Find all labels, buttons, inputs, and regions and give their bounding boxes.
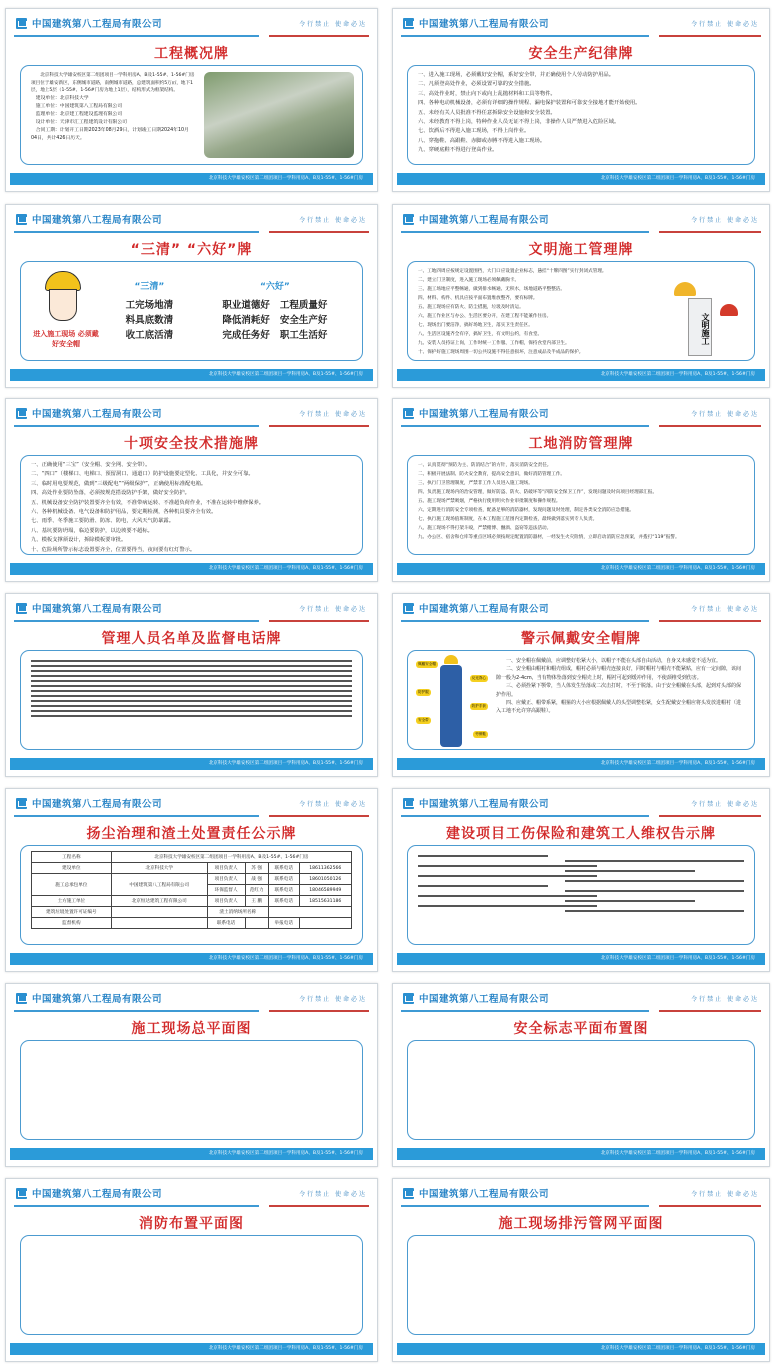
panel-title: 扬尘治理和渣土处置责任公示牌 [86,826,297,842]
footer-bar: 北京科技大学雄安校区第二组团项目一学科用房A、B及1-55#、1-56#门房 [10,563,373,575]
list-item: 一、认真贯彻“预防为主、防消结合”的方针，落实消防安全责任。 [418,463,552,468]
panel-header [403,1185,759,1201]
panel-header [16,15,367,31]
table-cell: 18046589949 [299,885,351,896]
company-logo-icon [403,993,414,1004]
table-line [565,870,695,872]
overview-line: 合同工期：计划开工日期2023年08月29日，计划竣工日期2024年10月04日，共计426日历天。 [31,127,189,141]
panel-header [403,211,759,227]
sign-panel [5,204,378,388]
slogan: 令行禁止 使命必达 [299,410,367,418]
helmet-text [496,657,744,716]
table-cell: 联系电话 [268,896,299,907]
red-divider [659,231,761,233]
content-box [20,1040,363,1140]
table-cell: 战 强 [245,874,268,885]
uniform-body [440,665,462,747]
liuhao-item: 降低消耗好 [222,315,270,326]
civilized-construction-illustration [666,280,744,360]
liuhao-item: 工程质量好 [279,300,328,311]
list [418,461,744,542]
table-cell: 举报电话 [268,918,299,929]
red-divider [269,1205,369,1207]
table-line [31,680,352,682]
slogan: 令行禁止 使命必达 [691,20,759,28]
sign-panel [392,788,770,972]
table-cell: 项目负责人 [207,863,245,874]
list-item: 五、未经有关人员批准不得任意拆除安全设施和安全装置。 [418,109,556,116]
list-item: 六、未经教育不得上岗，特种作业人员无证不得上岗，非操作人员严禁进入危险区域。 [418,119,620,126]
list-item: 五、施工现场严禁吸烟，严格执行使用明火作业审批制度和操作规程。 [418,499,561,504]
list-item: 三、施工场地应平整畅通，做到排水畅通、无积水，场地道路平整整洁。 [418,287,566,292]
table-line [31,665,352,667]
list-item: 一、进入施工现场，必须戴好安全帽，系好安全带，并正确使用个人劳动防护用品。 [418,72,614,78]
red-divider [269,231,369,233]
table-row [32,852,352,863]
company-logo-icon [16,993,27,1004]
content-box [407,845,755,945]
panel-header [16,405,367,421]
panel-header [403,405,759,421]
company-name: 中国建筑第八工程局有限公司 [419,799,550,810]
list-item: 五、施工现场应有防火、防尘措施，垃圾及时清运。 [418,305,524,310]
blue-divider [401,815,649,817]
table-cell: 施工总承包单位 [32,874,112,896]
blue-divider [14,425,259,427]
content-box [407,455,755,555]
list-item: 二、积极开展法制、防火安全教育，提高安全意识，做好消防管理工作。 [418,472,566,477]
helmet-paragraph: 三、必须拴紧下颚带，当人体发生坠落或二次击打时，不至于脱落。由于安全帽戴在头部，起到对头部的保护作用。 [496,683,742,698]
sign-panel [392,983,770,1167]
list-item: 二、“四口”（楼梯口、电梯口、预留洞口、通道口）防护设施要定型化、工具化，并安全可靠。 [31,471,254,478]
helmet-paragraph: 一、安全帽在佩戴前，应调整好松紧大小，以帽子不能在头部自由活动，自身又未感觉不适为宜。 [506,658,722,664]
callout-label: 劳保鞋 [475,732,486,736]
panel-header [403,600,759,616]
panel-title: 工地消防管理牌 [528,436,634,452]
overview-line: 施工单位：中国建筑第八工程局有限公司 [35,103,123,109]
content-box [20,1235,363,1335]
red-divider [269,1010,369,1012]
blue-divider [401,1010,649,1012]
sign-panel [5,983,378,1167]
red-divider [659,1010,761,1012]
table-line [31,705,352,707]
sanqing-item: 收工底活清 [125,330,174,341]
company-logo-icon [403,214,414,225]
list-item: 三、高处作业时，禁止向下或向上乱抛材料和工具等物件。 [418,90,556,97]
slogan: 令行禁止 使命必达 [299,1190,367,1198]
sign-panel [392,204,770,388]
worker-portrait [31,267,101,355]
placeholder-table [31,657,352,743]
scroll-sign: 文明施工 [688,298,712,356]
panel-title: 建设项目工伤保险和建筑工人维权告示牌 [446,826,716,842]
table-line [31,710,352,712]
overview-line: 设计单位：天津市汇工程建筑设计有限公司 [35,119,127,125]
panel-title: 警示佩戴安全帽牌 [521,631,641,647]
table-cell [299,918,351,929]
table-cell: 项目负责人 [207,874,245,885]
placeholder-table [418,852,744,938]
table-cell: 18601050126 [299,874,351,885]
table-line [31,690,352,692]
table-cell: 18611362566 [299,863,351,874]
liuhao-column [222,279,327,343]
table-cell: 北京科技大学雄安校区第二组团项目一学科用房A、B及1-55#、1-56#门房 [111,852,351,863]
content-box [20,455,363,555]
company-name: 中国建筑第八工程局有限公司 [419,215,550,226]
panel-title: “三清” “六好”牌 [130,242,253,258]
footer-bar: 北京科技大学雄安校区第二组团项目一学科用房A、B及1-55#、1-56#门房 [397,369,765,381]
panel-header [403,990,759,1006]
table-line [31,700,352,702]
helmet-icon [444,655,458,664]
red-divider [659,35,761,37]
company-name: 中国建筑第八工程局有限公司 [419,19,550,30]
table-line [31,660,352,662]
red-divider [269,425,369,427]
company-name: 中国建筑第八工程局有限公司 [419,604,550,615]
table-line [418,905,597,907]
table-cell: 苏 强 [245,863,268,874]
content-box [20,261,363,361]
list-item: 四、负责施工现场内的治安管理，做好防盗、防火、防破坏等“四防安全保卫工作”，发现问题及时向项目经理部汇报。 [418,490,658,495]
footer-bar: 北京科技大学雄安校区第二组团项目一学科用房A、B及1-55#、1-56#门房 [10,953,373,965]
slogan: 令行禁止 使命必达 [691,410,759,418]
company-logo-icon [16,798,27,809]
sign-panel [5,1178,378,1362]
slogan: 令行禁止 使命必达 [299,800,367,808]
table-line [31,715,352,717]
slogan: 令行禁止 使命必达 [691,1190,759,1198]
slogan: 令行禁止 使命必达 [299,995,367,1003]
blue-divider [401,620,649,622]
table-cell: 监督机构 [32,918,112,929]
table-cell: 北京科技大学 [111,863,207,874]
liuhao-grid [222,298,327,343]
footer-bar: 北京科技大学雄安校区第二组团项目一学科用房A、B及1-55#、1-56#门房 [397,1148,765,1160]
table-line [565,890,744,892]
table-row [32,918,352,929]
list-item: 四、各种电动机械设备，必须有详细的操作规程、漏电保护装置和可靠安全接地才能开始使用。 [418,100,641,107]
table-line [565,900,695,902]
footer-bar: 北京科技大学雄安校区第二组团项目一学科用房A、B及1-55#、1-56#门房 [397,173,765,185]
table-line [565,880,744,882]
list-item: 六、施工作业区与办公、生活区要分开，在建工程不能兼作住房。 [418,314,552,319]
list-item: 六、定期进行消防安全专项检查，配备足够的消防器材，发现问题及时处理，制定各类安全消防应急措施。 [418,508,634,513]
panel-title: 安全生产纪律牌 [528,46,634,62]
slogan: 令行禁止 使命必达 [299,605,367,613]
company-name: 中国建筑第八工程局有限公司 [32,1189,163,1200]
slogan: 令行禁止 使命必达 [691,800,759,808]
footer-bar: 北京科技大学雄安校区第二组团项目一学科用房A、B及1-55#、1-56#门房 [397,563,765,575]
list-item: 一、工地四周应按规定设置围挡，大门口应设置企业标志，悬挂“十牌四图”实行封闭式管理。 [418,269,607,274]
slogan: 令行禁止 使命必达 [299,20,367,28]
list-item: 五、机械设备安全防护装置要齐全有效，不准带病运转、不准超负荷作业，不准在运转中维修保养。 [31,499,265,506]
overview-line: 建设单位：北京科技大学 [35,95,89,101]
panel-title: 管理人员名单及监督电话牌 [101,631,282,647]
red-divider [659,815,761,817]
table-line [31,670,352,672]
list [31,461,352,555]
table-line [31,685,352,687]
content-box [407,261,755,361]
table-cell [111,907,207,918]
overview-text [31,72,195,143]
sign-panel [392,398,770,582]
company-name: 中国建筑第八工程局有限公司 [32,215,163,226]
panel-header [16,211,367,227]
content-box [20,650,363,750]
panel-title: 施工现场排污管网平面图 [498,1216,664,1232]
panel-header [16,600,367,616]
table-line [31,695,352,697]
list [418,267,653,357]
warning-slogan: 进入施工现场 必须戴好安全帽 [33,330,99,348]
overview-line: 监理单位：北京建工程建设监理有限公司 [35,111,123,117]
company-logo-icon [403,798,414,809]
blue-divider [401,425,649,427]
company-name: 中国建筑第八工程局有限公司 [32,409,163,420]
company-logo-icon [403,603,414,614]
list-item: 九、办公区、宿舍和仓库等重点区域必须按规定配置消防器材，一经发生火灾险情，立即启动消防应急预案，并拨打“119”报警。 [418,535,680,540]
table-row [32,863,352,874]
blue-divider [14,35,259,37]
table-cell: 王 鹏 [245,896,268,907]
table-line [418,895,597,897]
content-box [20,845,363,945]
table-cell: 建设单位 [32,863,112,874]
footer-bar: 北京科技大学雄安校区第二组团项目一学科用房A、B及1-55#、1-56#门房 [397,758,765,770]
callout-label: 防护手套 [471,704,486,708]
sign-panel [392,593,770,777]
sanqing-item: 料具底数清 [125,315,174,326]
helmet-paragraph: 四、应戴正、帽带系紧，帽箍的大小应根据佩戴人的头型调整松紧，女生配戴安全帽应将头发放进帽衬（进入工地不允许穿高跟鞋）。 [496,700,742,715]
panel-title: 消防布置平面图 [139,1216,244,1232]
table-line [565,910,744,912]
table-cell: 环保监督人 [207,885,245,896]
sign-panel [392,8,770,192]
callout-label: 反光背心 [471,676,486,680]
footer-bar: 北京科技大学雄安校区第二组团项目一学科用房A、B及1-55#、1-56#门房 [10,1148,373,1160]
blue-divider [401,1205,649,1207]
sign-panel [5,788,378,972]
company-name: 中国建筑第八工程局有限公司 [419,1189,550,1200]
list-item: 二、凡须登高处作业，必须设置可靠的安全措施。 [418,81,535,88]
project-rendering-image [204,72,354,158]
company-logo-icon [403,1188,414,1199]
blue-divider [14,815,259,817]
company-name: 中国建筑第八工程局有限公司 [419,409,550,420]
footer-bar: 北京科技大学雄安校区第二组团项目一学科用房A、B及1-55#、1-56#门房 [397,1343,765,1355]
company-logo-icon [403,18,414,29]
list-item: 二、建立门卫制度，进入施工现场必须佩戴胸卡。 [418,278,520,283]
overview-line: 北京科技大学雄安校区第二组团项目一学科用房A、B及1-55#、1-56#门房项目位于雄安新区，东侧城市道路，南侧城市道路，总建筑面积约5万㎡，地下1层，地上5层（1-55#、1-56#门房为地上1层），结构形式为框架结构。 [31,73,195,94]
table-line [418,865,597,867]
list-item: 四、材料、构件、机具应按平面布置堆放整齐，要有标牌。 [418,296,538,301]
company-logo-icon [16,1188,27,1199]
list-item: 七、执行施工现场值班制度，在本工程施工范围内定期检查，最终做到落实到专人负责。 [418,517,598,522]
table-cell: 工程名称 [32,852,112,863]
table-cell: 中国建筑第八工程局有限公司 [111,874,207,896]
sanqing-liuhao [31,267,352,355]
slogan: 令行禁止 使命必达 [691,605,759,613]
panel-header [16,795,367,811]
panel-header [16,1185,367,1201]
company-name: 中国建筑第八工程局有限公司 [32,604,163,615]
list-item: 八、生活区设施齐全有序，搞好卫生，有文明公约，有食堂。 [418,332,543,337]
list-item: 七、现场出门要洁净，搞好场地卫生，落实卫生责任区。 [418,323,533,328]
table-cell [245,918,268,929]
liuhao-item: 安全生产好 [279,315,328,326]
sign-panel [5,8,378,192]
blue-divider [14,1010,259,1012]
list-item: 八、基坑要防坍塌，临边要防护，以边坡要不超标。 [31,527,153,534]
liuhao-item: 职业道德好 [222,300,270,311]
table-line [31,675,352,677]
slogan: 令行禁止 使命必达 [691,995,759,1003]
list-item: 九、模板支撑须设计，拆除模板要审批。 [31,537,127,544]
company-name: 中国建筑第八工程局有限公司 [32,994,163,1005]
table-cell: 联系电话 [268,885,299,896]
red-divider [269,35,369,37]
slogan: 令行禁止 使命必达 [299,216,367,224]
liuhao-item: 完成任务好 [222,330,270,341]
list [418,71,744,156]
table-cell: 18515631186 [299,896,351,907]
content-box [407,650,755,750]
panel-header [403,15,759,31]
panel-title: 施工现场总平面图 [131,1021,252,1037]
table-row [32,896,352,907]
liuhao-heading: “六好” [259,282,290,292]
list-item: 十、危险场所警示标志设置要齐全，位置要得当，夜间要有红灯警示。 [31,546,196,553]
panel-header [16,990,367,1006]
company-logo-icon [403,408,414,419]
content-box [20,65,363,165]
worker-yellow-helmet-icon [674,282,696,296]
red-divider [269,620,369,622]
responsibility-table [31,851,352,929]
footer-bar: 北京科技大学雄安校区第二组团项目一学科用房A、B及1-55#、1-56#门房 [10,1343,373,1355]
sanqing-item: 工完场地清 [125,300,174,311]
sign-panel [5,593,378,777]
table-cell: 范红力 [245,885,268,896]
blue-divider [401,231,649,233]
company-logo-icon [16,18,27,29]
blue-divider [14,1205,259,1207]
callout-label: 安全带 [418,718,429,722]
table-line [565,860,744,862]
red-divider [659,1205,761,1207]
company-logo-icon [16,408,27,419]
table-cell: 土方施工单位 [32,896,112,907]
content-box [407,1040,755,1140]
table-cell: 联系电话 [207,918,245,929]
panel-header [403,795,759,811]
table-line [418,855,548,857]
panel-title: 文明施工管理牌 [528,242,634,258]
company-logo-icon [16,603,27,614]
table-cell: 项目负责人 [207,896,245,907]
list-item: 九、穿硬底鞋不得进行登高作业。 [418,147,498,154]
footer-bar: 北京科技大学雄安校区第二组团项目一学科用房A、B及1-55#、1-56#门房 [10,758,373,770]
footer-bar: 北京科技大学雄安校区第二组团项目一学科用房A、B及1-55#、1-56#门房 [10,173,373,185]
columns [101,279,352,343]
table-cell: 渣土消纳场所名称 [207,907,268,918]
table-cell: 北京恒达建筑工程有限公司 [111,896,207,907]
sign-panel [5,398,378,582]
table-line [418,875,597,877]
table-cell: 联系电话 [268,874,299,885]
liuhao-item: 职工生活好 [279,330,328,341]
panel-title: 十项安全技术措施牌 [124,436,259,452]
table-cell [268,907,351,918]
sign-panel [392,1178,770,1362]
list-item: 九、安装人员持证上岗，工作时统一工作服、工作帽，保持食堂内部卫生。 [418,341,570,346]
blue-divider [14,620,259,622]
face-icon [49,289,77,321]
blue-divider [14,231,259,233]
table-cell: 建筑垃圾处置许可证编号 [32,907,112,918]
red-divider [659,620,761,622]
callout-label: 佩戴安全帽 [418,662,436,666]
footer-bar: 北京科技大学雄安校区第二组团项目一学科用房A、B及1-55#、1-56#门房 [397,953,765,965]
footer-bar: 北京科技大学雄安校区第二组团项目一学科用房A、B及1-55#、1-56#门房 [10,369,373,381]
list-item: 八、施工现场不得打架斗殴，严禁赌博、酗酒、盗窃等违法活动。 [418,526,552,531]
table-row [32,874,352,885]
list-item: 三、临时用电要规范，做到“三级配电”“两级保护”，正确使用标准配电箱。 [31,480,207,487]
list-item: 十、保护好施工现场周围一切公共设施不得任意损坏，注意成品及半成品的保护。 [418,350,584,355]
list-item: 一、正确使用“三宝”（安全帽、安全网、安全带）。 [31,462,151,468]
company-name: 中国建筑第八工程局有限公司 [419,994,550,1005]
panel-title: 工程概况牌 [154,46,229,62]
company-name: 中国建筑第八工程局有限公司 [32,19,163,30]
red-divider [269,815,369,817]
sanqing-heading: “三清” [134,282,165,292]
blue-divider [401,35,649,37]
content-box [407,1235,755,1335]
table-cell [111,918,207,929]
company-logo-icon [16,214,27,225]
red-divider [659,425,761,427]
safety-worker-figure [416,655,488,745]
callout-label: 防护服 [418,690,429,694]
table-row [32,907,352,918]
sanqing-column [126,279,174,343]
worker-red-helmet-icon [720,304,738,316]
company-name: 中国建筑第八工程局有限公司 [32,799,163,810]
content-box [407,65,755,165]
list-item: 七、饮酒后不得进入施工现场，不得上岗作业。 [418,128,530,135]
list-item: 六、各种机械设备、电气设备和防护用品，要定期检测，各种机具要齐全有效。 [31,509,217,516]
panel-title: 安全标志平面布置图 [513,1021,649,1037]
list-item: 三、执行门卫管理制度，严禁非工作人员进入施工现场。 [418,481,533,486]
table-line [418,885,548,887]
hardhat-icon [45,271,81,291]
slogan: 令行禁止 使命必达 [691,216,759,224]
table-cell: 联系电话 [268,863,299,874]
helmet-paragraph: 二、安全帽由帽衬和帽壳组成，帽衬必须与帽壳连接良好，同时帽衬与帽壳不能紧贴，应有一定间隙，该间隙一般为2-4cm，当有物体坠落到安全帽壳上时，帽衬可起到缓冲作用，不使颈椎受到伤害。 [496,666,742,681]
list-item: 八、穿拖鞋、高跟鞋、赤脚或赤膊不得进入施工现场。 [418,137,546,144]
list-item: 七、雨季、冬季施工要防滑、防冻、防电，大风天气防暴露。 [31,518,175,525]
list-item: 四、高处作业要防坠落，必须按规范搭设防护手架，做好安全防护。 [31,490,190,497]
